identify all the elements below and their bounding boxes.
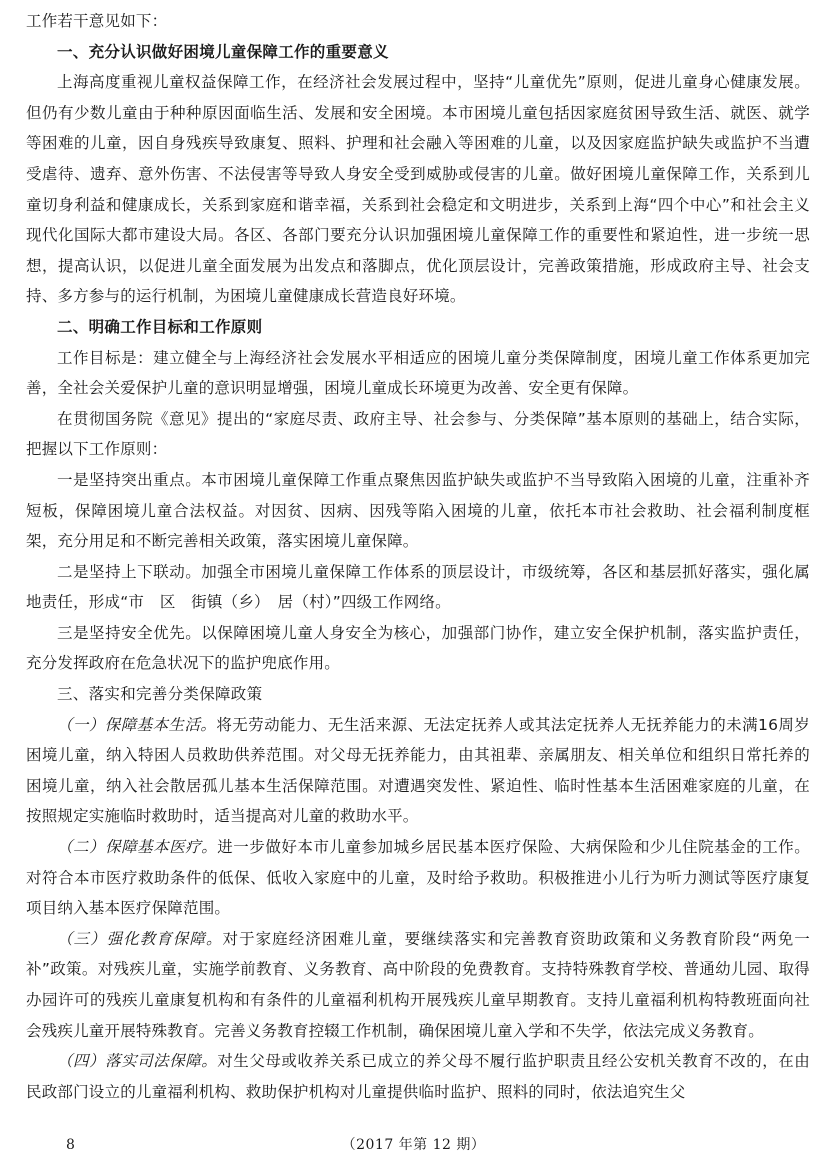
section-2-paragraph-4: 二是坚持上下联动。加强全市困境儿童保障工作体系的顶层设计，市级统筹，各区和基层抓好落实，强化属地责任，形成“市 区 街镇（乡） 居（村）”四级工作网络。	[26, 562, 810, 612]
section-3-item-2-lead: （二）保障基本医疗。	[57, 838, 218, 857]
section-2-paragraph-3: 一是坚持突出重点。本市困境儿童保障工作重点聚焦因监护缺失或监护不当导致陷入困境的儿童，注重补齐短板，保障困境儿童合法权益。对因贫、因病、因残等陷入困境的儿童，依托本市社会救助、社会福利制度框架，充分用足和不断完善相关政策，落实困境儿童保障。	[26, 470, 810, 551]
section-3-item-4	[26, 1046, 810, 1107]
section-2-paragraph-2: 在贯彻国务院《意见》提出的“家庭尽责、政府主导、社会参与、分类保障”基本原则的基础上，结合实际，把握以下工作原则：	[26, 409, 810, 459]
section-3-item-4-lead: （四）落实司法保障。	[57, 1052, 218, 1071]
issue-label: （2017 年第 12 期）	[341, 1137, 486, 1153]
intro-line: 工作若干意见如下：	[26, 12, 168, 30]
section-3-heading: 三、落实和完善分类保障政策	[57, 685, 263, 704]
section-1-heading: 一、充分认识做好困境儿童保障工作的重要意义	[57, 42, 389, 61]
section-3-item-4-text: 对生父母或收养关系已成立的养父母不履行监护职责且经公安机关教育不改的，在由民政部门设立的儿童福利机构、救助保护机构对儿童提供临时监护、照料的同时，依法追究生父	[26, 1052, 810, 1101]
section-3-item-3	[26, 924, 810, 1046]
section-3-item-1	[26, 710, 810, 832]
section-2-paragraph-5: 三是坚持安全优先。以保障困境儿童人身安全为核心，加强部门协作，建立安全保护机制，落实监护责任，充分发挥政府在危急状况下的监护兜底作用。	[26, 623, 810, 673]
section-3-item-1-lead: （一）保障基本生活。	[57, 715, 217, 734]
section-1-paragraph-1: 上海高度重视儿童权益保障工作，在经济社会发展过程中，坚持“儿童优先”原则，促进儿童身心健康发展。但仍有少数儿童由于种种原因面临生活、发展和安全困境。本市困境儿童包括因家庭贫困导致生活、就医、就学等困难的儿童，因自身残疾导致康复、照料、护理和社会融入等困难的儿童，以及因家庭监护缺失或监护不当遭受虐待、遗弃、意外伤害、不法侵害等导致人身安全受到威胁或侵害的儿童。做好困境儿童保障工作，关系到儿童切身利益和健康成长，关系到家庭和谐幸福，关系到社会稳定和文明进步，关系到上海“四个中心”和社会主义现代化国际大都市建设大局。各区、各部门要充分认识加强困境儿童保障工作的重要性和紧迫性，进一步统一思想，提高认识，以促进儿童全面发展为出发点和落脚点，优化顶层设计，完善政策措施，形成政府主导、社会支持、多方参与的运行机制，为困境儿童健康成长营造良好环境。	[26, 73, 810, 306]
section-3-item-3-text: 对于家庭经济困难儿童，要继续落实和完善教育资助政策和义务教育阶段“两免一补”政策。对残疾儿童，实施学前教育、义务教育、高中阶段的免费教育。支持特殊教育学校、普通幼儿园、取得办园许可的残疾儿童康复机构和有条件的儿童福利机构开展残疾儿童早期教育。支持儿童福利机构特教班面向社会残疾儿童开展特殊教育。完善义务教育控辍工作机制，确保困境儿童入学和不失学，依法完成义务教育。	[26, 929, 810, 1040]
section-2-heading: 二、明确工作目标和工作原则	[57, 317, 263, 336]
page-number: 8	[66, 1137, 75, 1153]
section-3-item-3-lead: （三）强化教育保障。	[57, 929, 223, 948]
document-body	[26, 6, 810, 1107]
section-2-paragraph-1: 工作目标是：建立健全与上海经济社会发展水平相适应的困境儿童分类保障制度，困境儿童工作体系更加完善，全社会关爱保护儿童的意识明显增强，困境儿童成长环境更为改善、安全更有保障。	[26, 348, 810, 398]
section-3-item-1-text: 将无劳动能力、无生活来源、无法定抚养人或其法定抚养人无抚养能力的未满16周岁困境儿童，纳入特困人员救助供养范围。对父母无抚养能力，由其祖辈、亲属朋友、相关单位和组织日常托养的困境儿童，纳入社会散居孤儿基本生活保障范围。对遭遇突发性、紧迫性、临时性基本生活困难家庭的儿童，在按照规定实施临时救助时，适当提高对儿童的救助水平。	[26, 715, 810, 826]
section-3-item-2	[26, 832, 810, 924]
page-footer	[0, 1130, 827, 1160]
section-3-item-2-text: 进一步做好本市儿童参加城乡居民基本医疗保险、大病保险和少儿住院基金的工作。对符合本市医疗救助条件的低保、低收入家庭中的儿童，及时给予救助。积极推进小儿行为听力测试等医疗康复项目纳入基本医疗保障范围。	[26, 838, 810, 918]
